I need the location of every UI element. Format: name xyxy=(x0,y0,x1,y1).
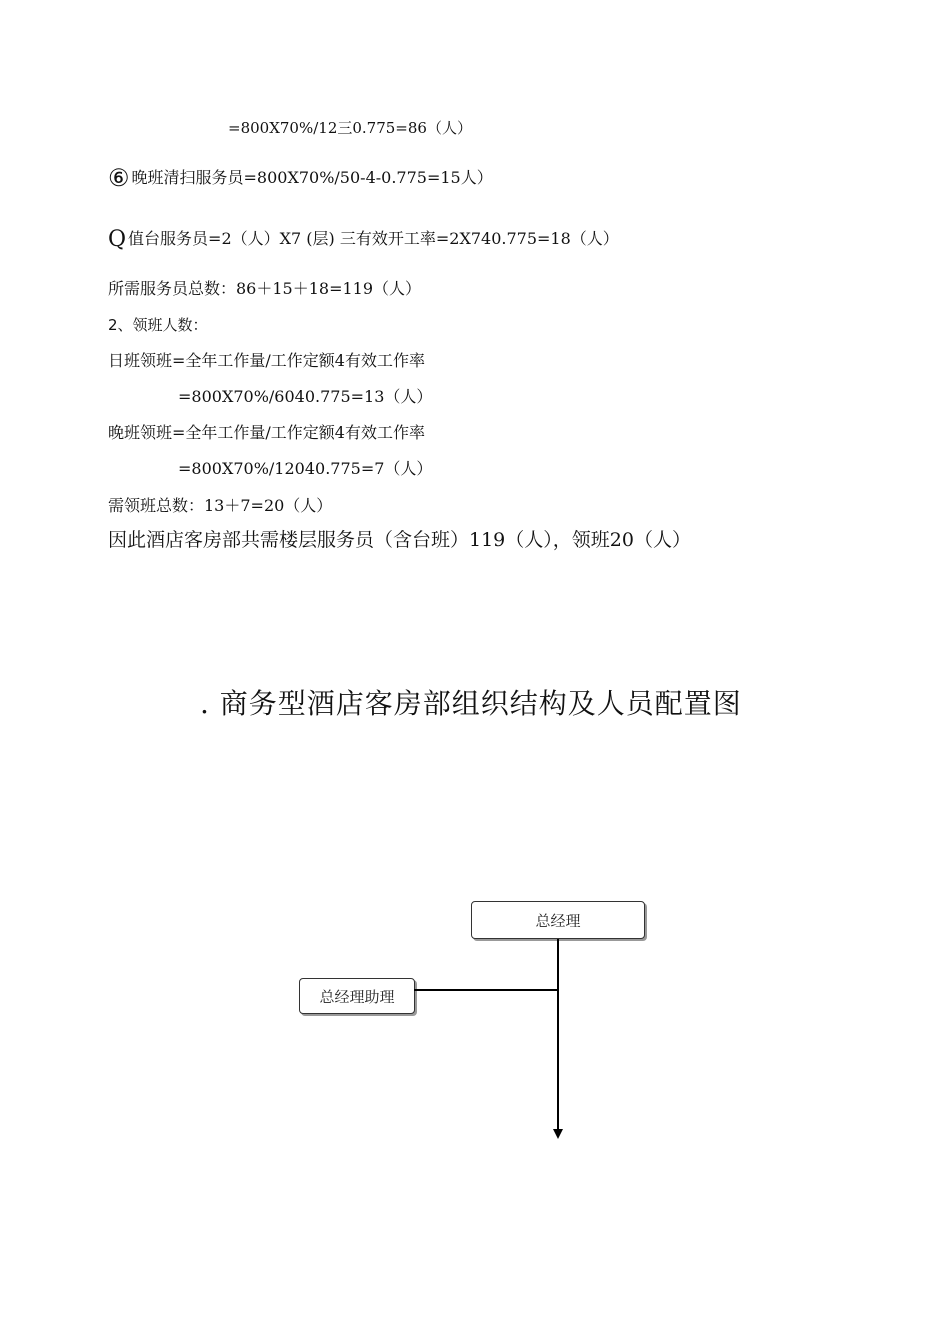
section-heading-supervisors: 2、领班人数： xyxy=(108,316,208,334)
formula-line-2-text: 晚班清扫服务员=800X70%/50-4-0.775=15人） xyxy=(131,168,493,187)
formula-line-3 xyxy=(108,229,619,251)
day-supervisor-result: =800X70%/6040.775=13（人） xyxy=(178,387,433,406)
night-supervisor-formula: 晚班领班=全年工作量/工作定额4有效工作率 xyxy=(108,423,425,442)
total-supervisors-line: 需领班总数：13＋7=20（人） xyxy=(108,496,333,515)
org-node-general-manager-label: 总经理 xyxy=(535,911,581,930)
org-node-assistant-gm xyxy=(299,978,415,1014)
formula-line-2 xyxy=(108,166,493,190)
formula-line-1: =800X70%/12三0.775=86（人） xyxy=(228,119,472,137)
night-supervisor-result: =800X70%/12040.775=7（人） xyxy=(178,459,433,478)
total-attendants-line: 所需服务员总数：86＋15＋18=119（人） xyxy=(108,279,422,298)
formula-line-3-text: 值台服务员=2（人）X7 (层) 三有效开工率=2X740.775=18（人） xyxy=(128,229,619,248)
day-supervisor-formula: 日班领班=全年工作量/工作定额4有效工作率 xyxy=(108,351,425,370)
conclusion-line: 因此酒店客房部共需楼层服务员（含台班）119（人），领班20（人） xyxy=(108,529,691,551)
org-horizontal-connector xyxy=(414,989,558,991)
arrow-down-icon xyxy=(553,1129,563,1139)
org-node-general-manager xyxy=(471,901,645,939)
section-title: . 商务型酒店客房部组织结构及人员配置图 xyxy=(200,687,742,720)
circled-number-marker: ⑥ xyxy=(108,164,130,192)
list-marker: Q xyxy=(108,227,127,252)
org-vertical-connector xyxy=(557,939,559,1129)
org-node-assistant-gm-label: 总经理助理 xyxy=(319,987,395,1006)
